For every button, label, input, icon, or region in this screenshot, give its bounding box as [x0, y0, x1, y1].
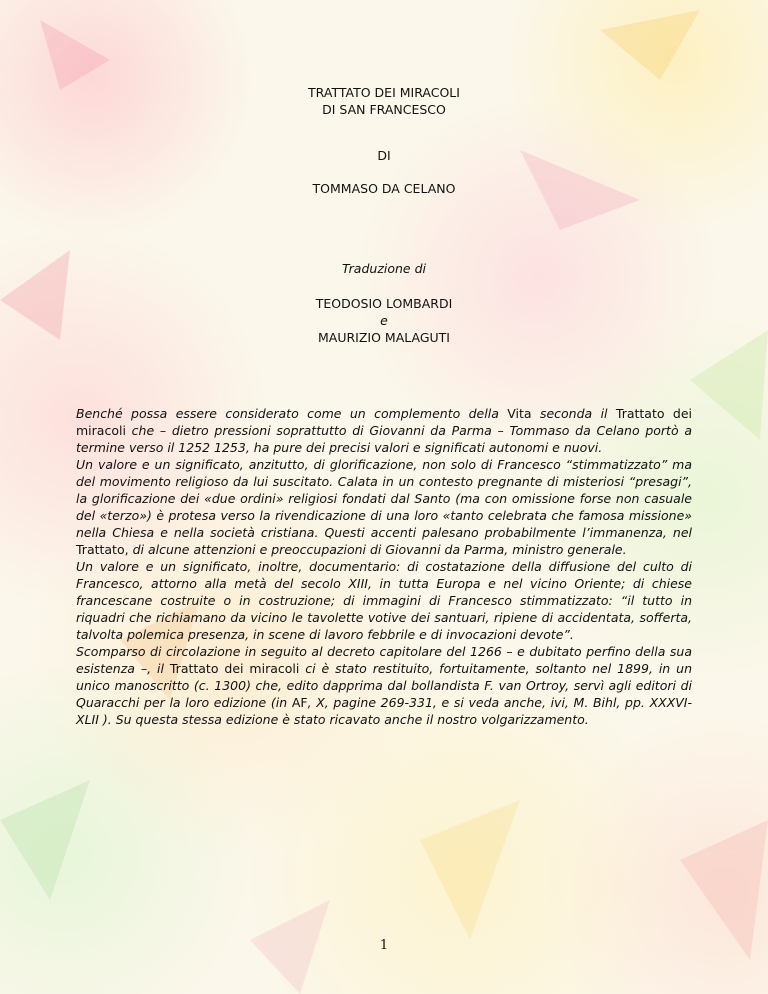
translator-2: MAURIZIO MALAGUTI [318, 330, 450, 345]
document-title [0, 84, 768, 118]
translators-block [0, 295, 768, 346]
paragraph-4: Scomparso di circolazione in seguito al decreto capitolare del 1266 – e dubitato perfino della sua esistenza –, il Trattato dei miracoli ci è stato restituito, fortuitamente, soltanto nel 1899, in un unico manoscritto (c. 1300) che, edito dapprima dal bollandista F. van Ortroy, servì agli editori di Quaracchi per la loro edizione (in AF, X, pagine 269-331, e si veda anche, ivi, M. Bihl, pp. XXXVI-XLII ). Su questa stessa edizione è stato ricavato anche il nostro volgarizzamento. [76, 644, 693, 727]
paragraph-1: Benché possa essere considerato come un complemento della Vita seconda il Trattato dei miracoli che – dietro pressioni soprattutto di Giovanni da Parma – Tommaso da Celano portò a termine verso il 1252 1253, ha pure dei precisi valori e significati autonomi e nuovi. [76, 406, 692, 455]
di-label: DI [377, 148, 391, 163]
paragraph-2: Un valore e un significato, anzitutto, di glorificazione, non solo di Francesco “stimmatizzato” ma del movimento religioso da lui suscitato. Calata in un contesto pregnante di misteriosi “presagi”, la glorificazione dei «due ordini» religiosi fondati dal Santo (ma con omissione forse non casuale del «terzo») è protesa verso la rivendicazione di una loro «tanto celebrata che famosa missione» nella Chiesa e nella società cristiana. Questi accenti palesano probabilmente l’immanenza, nel Trattato, di alcune attenzioni e preoccupazioni di Giovanni da Parma, ministro generale. [76, 457, 692, 557]
paragraph-3: Un valore e un significato, inoltre, documentario: di costatazione della diffusione del culto di Francesco, attorno alla metà del secolo XIII, in tutta Europa e nel vicino Oriente; di chiese francescane costruite o in costruzione; di immagini di Francesco stimmatizzato: “il tutto in riquadri che richiamano da vicino le tavolette votive dei santuari, ripiene di accidentata, sofferta, talvolta polemica presenza, in scene di lavoro febbrile e di invocazioni devote”. [76, 559, 692, 642]
body-text [76, 405, 692, 728]
author-name: TOMMASO DA CELANO [312, 181, 456, 196]
translator-conjunction: e [380, 313, 388, 328]
title-line-2: DI SAN FRANCESCO [322, 102, 446, 117]
translation-label: Traduzione di [342, 261, 426, 276]
translator-1: TEODOSIO LOMBARDI [315, 296, 453, 311]
page-number: 1 [379, 938, 389, 953]
title-line-1: TRATTATO DEI MIRACOLI [308, 85, 460, 100]
